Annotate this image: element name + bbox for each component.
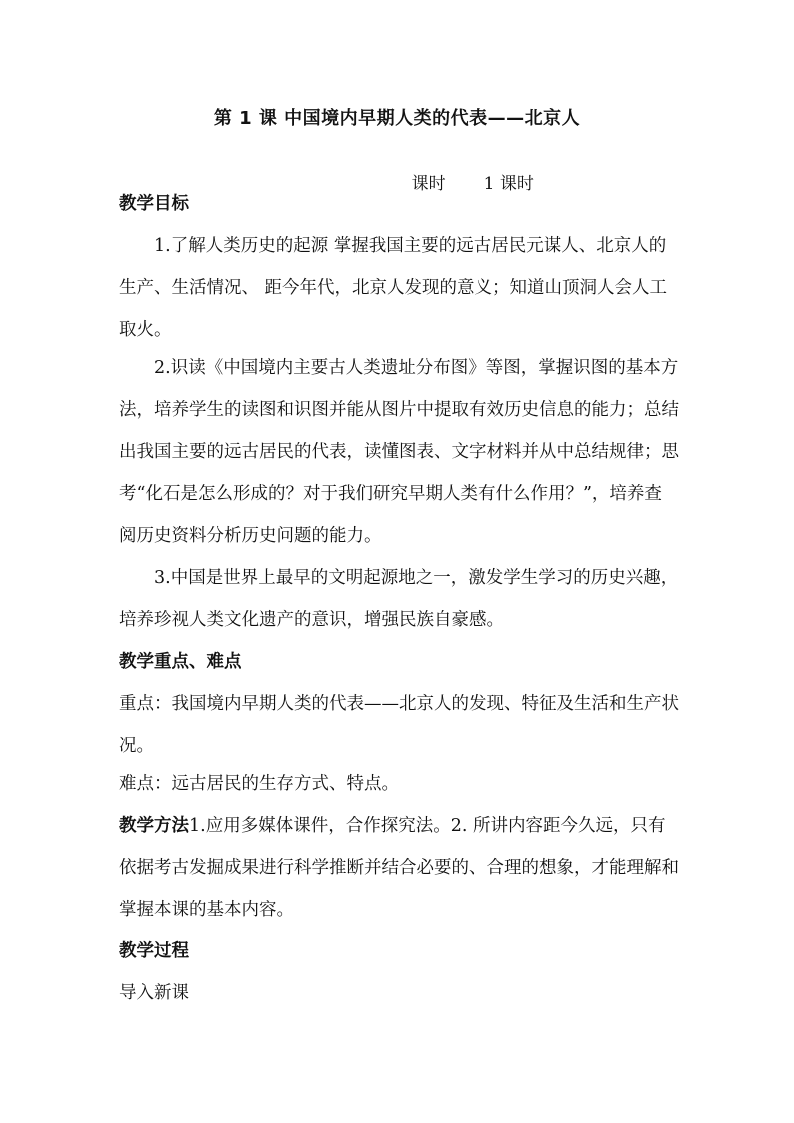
teaching-methods xyxy=(119,805,679,931)
objectives-heading: 教学目标 xyxy=(119,194,189,214)
period-value: 1 课时 xyxy=(483,174,534,194)
methods-heading: 教学方法 xyxy=(119,816,189,836)
process-heading: 教学过程 xyxy=(119,941,189,961)
key-point: 重点：我国境内早期人类的代表——北京人的发现、特征及生活和生产状况。 xyxy=(119,694,679,756)
lesson-title: 第 1 课 中国境内早期人类的代表——北京人 xyxy=(213,108,581,129)
key-points-heading: 教学重点、难点 xyxy=(119,652,242,672)
intro-section: 导入新课 xyxy=(119,983,189,1003)
difficult-point: 难点：远古居民的生存方式、特点。 xyxy=(119,774,399,794)
objective-3: 3.中国是世界上最早的文明起源地之一，激发学生学习的历史兴趣，培养珍视人类文化遗产的意识，增强民族自豪感。 xyxy=(119,568,679,630)
methods-text: 1.应用多媒体课件，合作探究法。2. 所讲内容距今久远，只有依据考古发掘成果进行科学推断并结合必要的、合理的想象，才能理解和掌握本课的基本内容。 xyxy=(119,816,679,920)
objective-2: 2.识读《中国境内主要古人类遗址分布图》等图，掌握识图的基本方法，培养学生的读图和识图并能从图片中提取有效历史信息的能力；总结出我国主要的远古居民的代表，读懂图表、文字材料并从中总结规律；思考“化石是怎么形成的？对于我们研究早期人类有什么作用？”，培养查阅历史资料分析历史问题的能力。 xyxy=(119,358,679,546)
objective-1: 1.了解人类历史的起源 掌握我国主要的远古居民元谋人、北京人的生产、生活情况、 距今年代，北京人发现的意义；知道山顶洞人会人工取火。 xyxy=(119,236,668,340)
period-label: 课时 xyxy=(411,174,446,194)
